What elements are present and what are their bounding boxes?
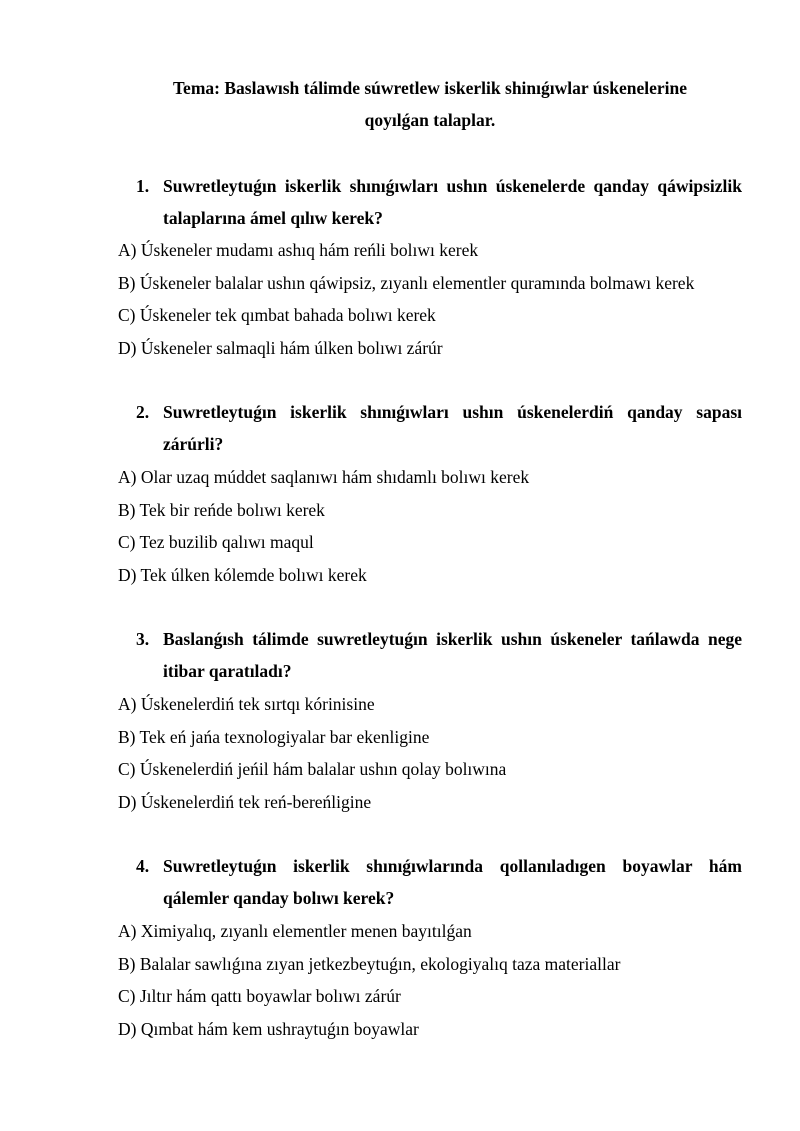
question-3 [136,623,742,687]
question-number: 4. [136,856,150,876]
title-line-1: Tema: Baslawısh tálimde súwretlew iskerlik shinıǵıwlar úskenelerine [172,78,687,98]
answer-option-a: A) Úskeneler mudamı ashıq hám reńli bolıwı kerek [118,240,479,260]
answer-list-2 [118,461,758,591]
answer-option-a: A) Úskenelerdiń tek sırtqı kórinisine [118,694,375,714]
document-title [100,72,760,136]
answer-list-1 [118,234,758,364]
answer-option-b: B) Balalar sawlıǵına zıyan jetkezbeytuǵın, ekologiyalıq taza materiallar [118,953,621,974]
question-4 [136,850,742,914]
question-text: Suwretleytuǵın iskerlik shınıǵıwları ushın úskenelerdiń qanday sapası zárúrli? [163,402,742,454]
answer-list-3 [118,688,758,818]
answer-option-d: D) Úskenelerdiń tek reń-bereńligine [118,791,372,812]
question-number: 3. [136,629,150,649]
answer-option-d: D) Úskeneler salmaqli hám úlken bolıwı zárúr [118,337,443,358]
answer-option-c: C) Úskeneler tek qımbat bahada bolıwı kerek [118,305,436,325]
answer-option-a: A) Ximiyalıq, zıyanlı elementler menen bayıtılǵan [118,921,472,941]
answer-option-d: D) Tek úlken kólemde bolıwı kerek [118,564,367,585]
answer-option-c: C) Tez buzilib qalıwı maqul [118,532,314,552]
answer-list-4 [118,915,758,1045]
question-2 [136,396,742,460]
answer-option-d: D) Qımbat hám kem ushraytuǵın boyawlar [118,1018,419,1039]
answer-option-c: C) Jıltır hám qattı boyawlar bolıwı zárúr [118,986,401,1006]
answer-option-b: B) Tek eń jańa texnologiyalar bar ekenligine [118,726,430,747]
answer-option-a: A) Olar uzaq múddet saqlanıwı hám shıdamlı bolıwı kerek [118,467,530,487]
question-text: Suwretleytuǵın iskerlik shınıǵıwları ushın úskenelerde qanday qáwipsizlik talaplarına ámel qılıw kerek? [163,176,742,228]
answer-option-b: B) Tek bir reńde bolıwı kerek [118,499,325,520]
answer-option-b: B) Úskeneler balalar ushın qáwipsiz, zıyanlı elementler quramında bolmawı kerek [118,272,695,293]
question-text: Suwretleytuǵın iskerlik shınıǵıwlarında qollanıladıgen boyawlar hám qálemler qanday bolıwı kerek? [163,856,742,908]
title-line-2: qoyılǵan talaplar. [364,110,496,130]
question-text: Baslanǵısh tálimde suwretleytuǵın iskerlik ushın úskeneler tańlawda nege itibar qaratıladı? [163,629,742,681]
question-number: 1. [136,176,150,196]
answer-option-c: C) Úskenelerdiń jeńil hám balalar ushın qolay bolıwına [118,759,507,779]
question-1 [136,170,742,234]
question-number: 2. [136,402,150,422]
